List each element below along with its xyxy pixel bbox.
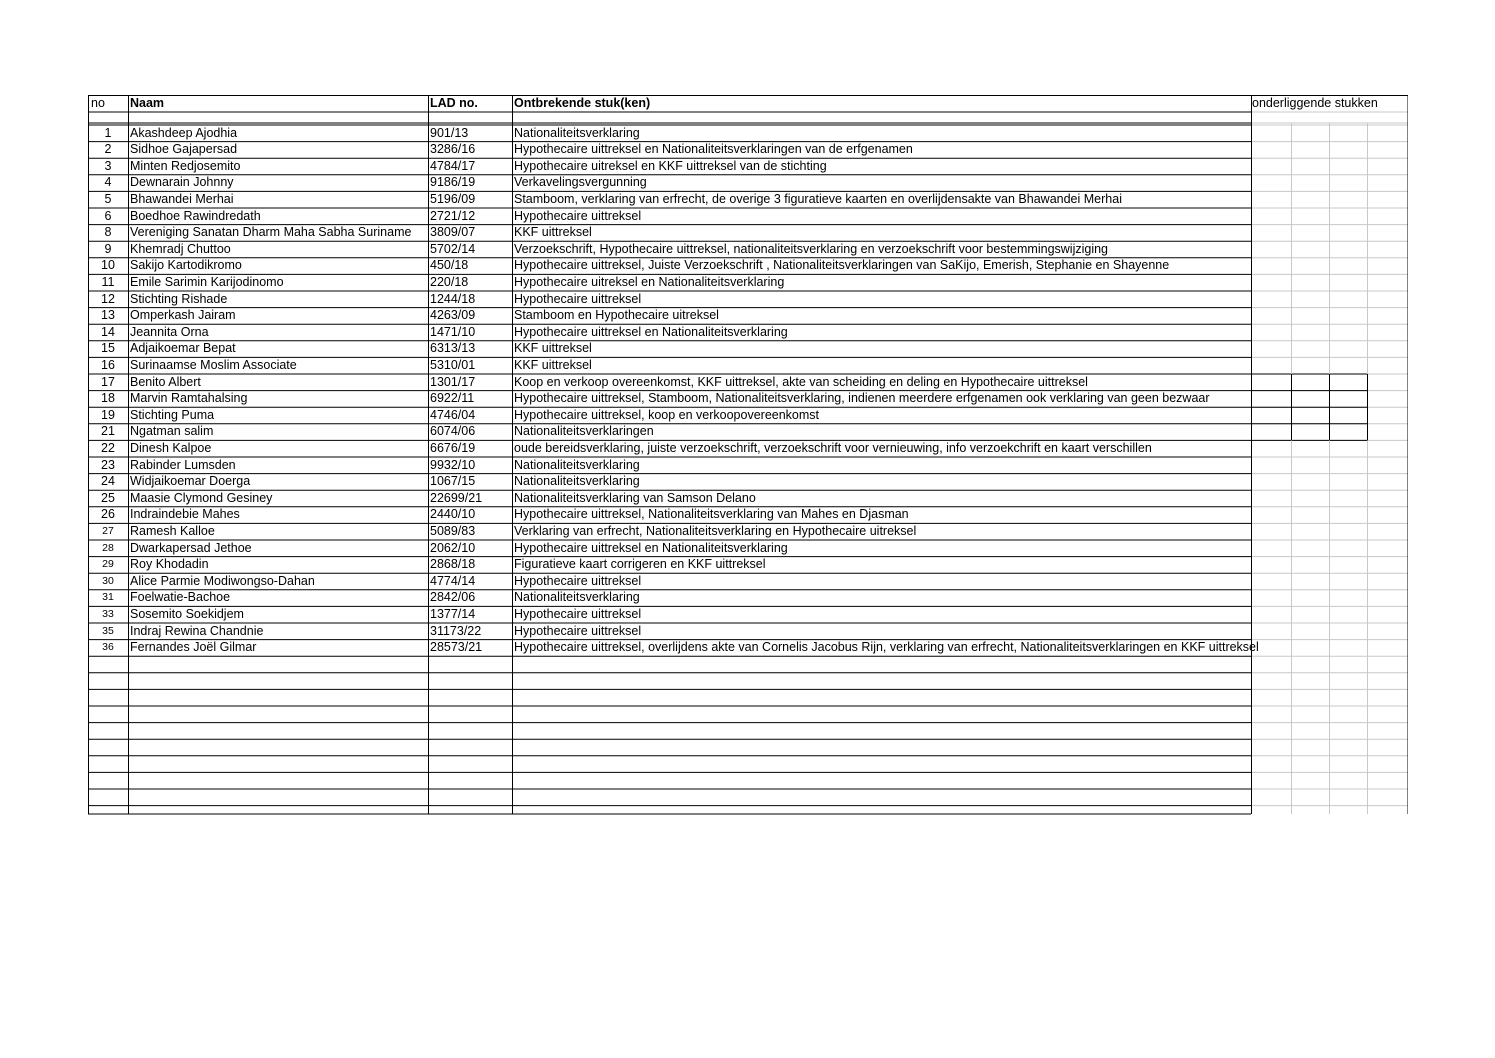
row-stuk: Verkavelingsvergunning [514,175,647,190]
row-stuk: Hypothecaire uittreksel, Stamboom, Nationaliteitsverklaring, indienen meerdere erfgenamen ook verklaring van geen bezwaar [514,391,1210,406]
row-lad: 901/13 [430,125,469,140]
row-lad: 31173/22 [430,623,482,638]
row-lad: 1244/18 [430,291,476,306]
row-stuk: Hypothecaire uitreksel en KKF uittreksel van de stichting [514,158,827,173]
row-stuk: Nationaliteitsverklaring van Samson Delano [514,490,756,505]
row-stuk: Hypothecaire uittreksel en Nationaliteitsverklaring [514,324,788,339]
row-naam: Sakijo Kartodikromo [130,258,242,273]
row-lad: 9186/19 [430,175,476,190]
row-naam: Fernandes Joël Gilmar [130,640,257,655]
row-stuk: Hypothecaire uittreksel [514,291,642,306]
row-lad: 4746/04 [430,407,476,422]
row-naam: Emile Sarimin Karijodinomo [130,274,284,289]
row-naam: Widjaikoemar Doerga [130,474,251,489]
row-no: 29 [102,558,114,571]
row-stuk: Figuratieve kaart corrigeren en KKF uittreksel [514,557,766,572]
row-lad: 2842/06 [430,590,476,605]
row-lad: 1471/10 [430,324,476,339]
row-no: 28 [102,541,114,554]
row-no: 15 [101,341,115,356]
row-naam: Omperkash Jairam [130,308,236,323]
row-naam: Minten Redjosemito [130,158,241,173]
row-naam: Stichting Rishade [130,291,228,306]
row-stuk: Stamboom en Hypothecaire uitreksel [514,308,719,323]
row-stuk: KKF uittreksel [514,341,592,356]
header-no: no [91,96,105,110]
row-lad: 450/18 [430,258,469,273]
row-stuk: Hypothecaire uittreksel, overlijdens akte van Cornelis Jacobus Rijn, verklaring van erfrecht, Nationaliteitsverklaringen en KKF uittreksel [514,640,1259,655]
row-no: 8 [104,225,112,240]
row-naam: Indraindebie Mahes [130,507,240,522]
row-no: 33 [102,607,114,620]
row-naam: Indraj Rewina Chandnie [130,623,264,638]
row-stuk: Hypothecaire uitreksel en Nationaliteitsverklaring [514,274,785,289]
row-no: 11 [101,274,115,289]
spreadsheet-table [88,95,1408,815]
row-lad: 6313/13 [430,341,476,356]
row-naam: Dewnarain Johnny [130,175,234,190]
row-stuk: KKF uittreksel [514,225,592,240]
row-no: 9 [104,241,112,256]
row-naam: Jeannita Orna [130,324,209,339]
row-lad: 9932/10 [430,457,476,472]
row-lad: 6676/19 [430,440,476,455]
row-stuk: Hypothecaire uittreksel, Juiste Verzoekschrift , Nationaliteitsverklaringen van SaKijo, Emerish, Stephanie en Shayenne [514,258,1170,273]
row-stuk: Verzoekschrift, Hypothecaire uittreksel, nationaliteitsverklaring en verzoekschrift voor bestemmingswijziging [514,241,1109,256]
row-stuk: Hypothecaire uittreksel [514,623,642,638]
row-naam: Boedhoe Rawindredath [130,208,261,223]
row-stuk: Nationaliteitsverklaring [514,474,640,489]
row-naam: Ngatman salim [130,424,214,439]
row-lad: 4263/09 [430,308,476,323]
row-stuk: Nationaliteitsverklaringen [514,424,654,439]
row-no: 2 [104,142,112,157]
row-lad: 220/18 [430,274,469,289]
row-no: 19 [101,407,115,422]
row-stuk: oude bereidsverklaring, juiste verzoekschrift, verzoekschrift voor vernieuwing, info verzoekchrift en kaart verschillen [514,440,1152,455]
row-lad: 2868/18 [430,557,476,572]
row-no: 27 [102,524,114,537]
row-no: 30 [102,574,114,587]
row-no: 12 [101,291,115,306]
header-naam: Naam [130,96,165,110]
header-lad: LAD no. [430,96,478,110]
header-ontbrekend: Ontbrekende stuk(ken) [514,96,651,110]
row-lad: 1377/14 [430,606,476,621]
row-lad: 5196/09 [430,191,476,206]
row-stuk: Nationaliteitsverklaring [514,590,640,605]
row-stuk: KKF uittreksel [514,357,592,372]
row-no: 21 [101,424,115,439]
row-naam: Sidhoe Gajapersad [130,142,238,157]
row-lad: 1067/15 [430,474,476,489]
row-no: 35 [102,624,114,637]
row-no: 3 [104,158,112,173]
row-lad: 5310/01 [430,357,476,372]
row-no: 5 [104,191,112,206]
row-lad: 2721/12 [430,208,476,223]
row-lad: 1301/17 [430,374,476,389]
row-lad: 3286/16 [430,142,476,157]
row-no: 17 [101,374,115,389]
row-stuk: Nationaliteitsverklaring [514,457,640,472]
row-stuk: Stamboom, verklaring van erfrecht, de overige 3 figuratieve kaarten en overlijdensakte van Bhawandei Merhai [514,191,1122,206]
row-no: 25 [101,490,115,505]
row-no: 36 [102,641,114,654]
row-lad: 5089/83 [430,523,476,538]
row-lad: 28573/21 [430,640,483,655]
row-no: 22 [101,440,115,455]
row-no: 4 [104,175,112,190]
row-naam: Dwarkapersad Jethoe [130,540,252,555]
row-lad: 6074/06 [430,424,476,439]
row-naam: Foelwatie-Bachoe [130,590,231,605]
row-no: 23 [101,457,115,472]
row-no: 1 [104,125,112,140]
row-naam: Adjaikoemar Bepat [130,341,236,356]
row-lad: 6922/11 [430,391,475,406]
row-naam: Ramesh Kalloe [130,523,215,538]
row-naam: Khemradj Chuttoo [130,241,231,256]
row-no: 16 [101,357,115,372]
row-stuk: Hypothecaire uittreksel, koop en verkoopovereenkomst [514,407,820,422]
row-lad: 22699/21 [430,490,483,505]
row-naam: Dinesh Kalpoe [130,440,212,455]
row-stuk: Hypothecaire uittreksel, Nationaliteitsverklaring van Mahes en Djasman [514,507,909,522]
row-no: 10 [101,258,115,273]
row-no: 31 [102,591,114,604]
row-naam: Alice Parmie Modiwongso-Dahan [130,573,315,588]
row-lad: 2062/10 [430,540,476,555]
row-no: 18 [101,391,115,406]
row-stuk: Hypothecaire uittreksel en Nationaliteitsverklaringen van de erfgenamen [514,142,913,157]
row-no: 26 [101,507,115,522]
row-naam: Sosemito Soekidjem [130,606,244,621]
row-stuk: Verklaring van erfrecht, Nationaliteitsverklaring en Hypothecaire uitreksel [514,523,917,538]
row-no: 24 [101,474,115,489]
row-naam: Akashdeep Ajodhia [130,125,238,140]
row-no: 13 [101,308,115,323]
row-naam: Bhawandei Merhai [130,191,234,206]
row-naam: Vereniging Sanatan Dharm Maha Sabha Suriname [130,225,412,240]
row-lad: 5702/14 [430,241,476,256]
row-naam: Surinaamse Moslim Associate [130,357,297,372]
row-naam: Rabinder Lumsden [130,457,236,472]
row-stuk: Hypothecaire uittreksel [514,208,642,223]
row-naam: Roy Khodadin [130,557,209,572]
row-naam: Stichting Puma [130,407,215,422]
row-naam: Marvin Ramtahalsing [130,391,248,406]
row-stuk: Hypothecaire uittreksel [514,573,642,588]
row-stuk: Hypothecaire uittreksel [514,606,642,621]
row-stuk: Koop en verkoop overeenkomst, KKF uittreksel, akte van scheiding en deling en Hypothecaire uittreksel [514,374,1088,389]
row-lad: 4774/14 [430,573,476,588]
row-lad: 2440/10 [430,507,476,522]
row-lad: 4784/17 [430,158,476,173]
row-stuk: Nationaliteitsverklaring [514,125,640,140]
row-stuk: Hypothecaire uittreksel en Nationaliteitsverklaring [514,540,788,555]
row-lad: 3809/07 [430,225,476,240]
row-naam: Maasie Clymond Gesiney [130,490,273,505]
row-naam: Benito Albert [130,374,201,389]
row-no: 6 [104,208,112,223]
header-onderliggend: onderliggende stukken [1252,96,1378,110]
row-no: 14 [101,324,115,339]
